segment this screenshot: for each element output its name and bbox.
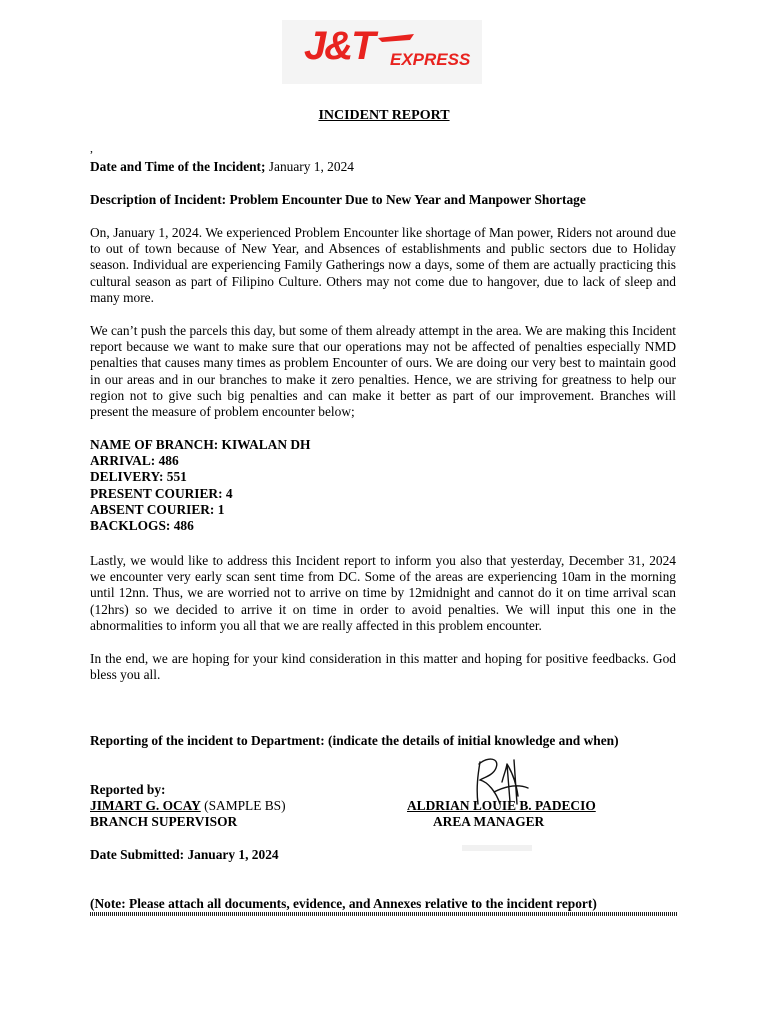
paragraph-3: Lastly, we would like to address this Incident report to inform you also that yesterday, December 31, 2024 we encounter very early scan sent time from DC. Some of the areas are experiencing 10am in the morning until 12nn. Thus, we are worried not to arrive on time by 12midnight and cannot do it on time arrival scan (12hrs) so we decided to arrive it on time in order to avoid penalties. We will input this one in the abnormalities to inform you all that we are really affected in this problem encounter.: [90, 553, 676, 633]
branch-stats: [90, 437, 676, 534]
stat-backlogs: BACKLOGS: 486: [90, 518, 194, 534]
dotted-underline: [90, 912, 678, 916]
incident-date-label: Date and Time of the Incident;: [90, 159, 266, 174]
stat-absent-courier: ABSENT COURIER: 1: [90, 501, 225, 517]
paragraph-2: We can’t push the parcels this day, but some of them already attempt in the area. We are making this Incident report because we want to make sure that our operations may not be affected of penalties especially NMD penalties that causes many times as problem Encounter of ours. We are doing our very best to maintain good in our areas and in our branches to make it zero penalties. Hence, we are striving for greatness to help our region not to give such big penalties and can make it better as part of our improvement. Branches will present the measure of problem encounter below;: [90, 323, 676, 420]
paragraph-1: On, January 1, 2024. We experienced Problem Encounter like shortage of Man power, Riders not around due to out of town because of New Year, and Absences of establishments and public sectors due to Holiday season. Individual are experiencing Family Gatherings now a days, some of them are actually practicing this cultural season as part of Filipino Culture. Others may not come due to hangover, due to lack of sleep and many more.: [90, 225, 676, 305]
stat-branch-name: NAME OF BRANCH: KIWALAN DH: [90, 437, 311, 452]
stray-comma: ,: [90, 141, 93, 155]
reporting-heading: Reporting of the incident to Department: (indicate the details of initial knowledge and when): [90, 733, 619, 748]
attachment-note: (Note: Please attach all documents, evidence, and Annexes relative to the incident report): [90, 896, 597, 911]
paragraph-4: In the end, we are hoping for your kind consideration in this matter and hoping for positive feedbacks. God bless you all.: [90, 651, 676, 683]
reporter-role: BRANCH SUPERVISOR: [90, 814, 238, 829]
manager-role: AREA MANAGER: [433, 814, 545, 829]
reporter-note: (SAMPLE BS): [200, 798, 286, 813]
stat-delivery: DELIVERY: 551: [90, 469, 187, 485]
report-title: INCIDENT REPORT: [318, 108, 450, 123]
logo-express-text: EXPRESS: [390, 50, 471, 69]
manager-name: ALDRIAN LOUIE B. PADECIO: [407, 798, 596, 813]
date-submitted: Date Submitted: January 1, 2024: [90, 847, 279, 862]
stat-arrival: ARRIVAL: 486: [90, 453, 179, 469]
incident-date-value: January 1, 2024: [265, 159, 354, 174]
reporter-name-line: [90, 798, 390, 814]
incident-date-line: [90, 159, 676, 175]
logo-brand-text: J&T: [304, 24, 374, 68]
reporter-name: JIMART G. OCAY: [90, 798, 201, 813]
company-logo: [282, 20, 482, 84]
reported-by-label: Reported by:: [90, 782, 166, 797]
stat-present-courier: PRESENT COURIER: 4: [90, 485, 233, 501]
description-heading: Description of Incident: Problem Encounter Due to New Year and Manpower Shortage: [90, 192, 586, 207]
